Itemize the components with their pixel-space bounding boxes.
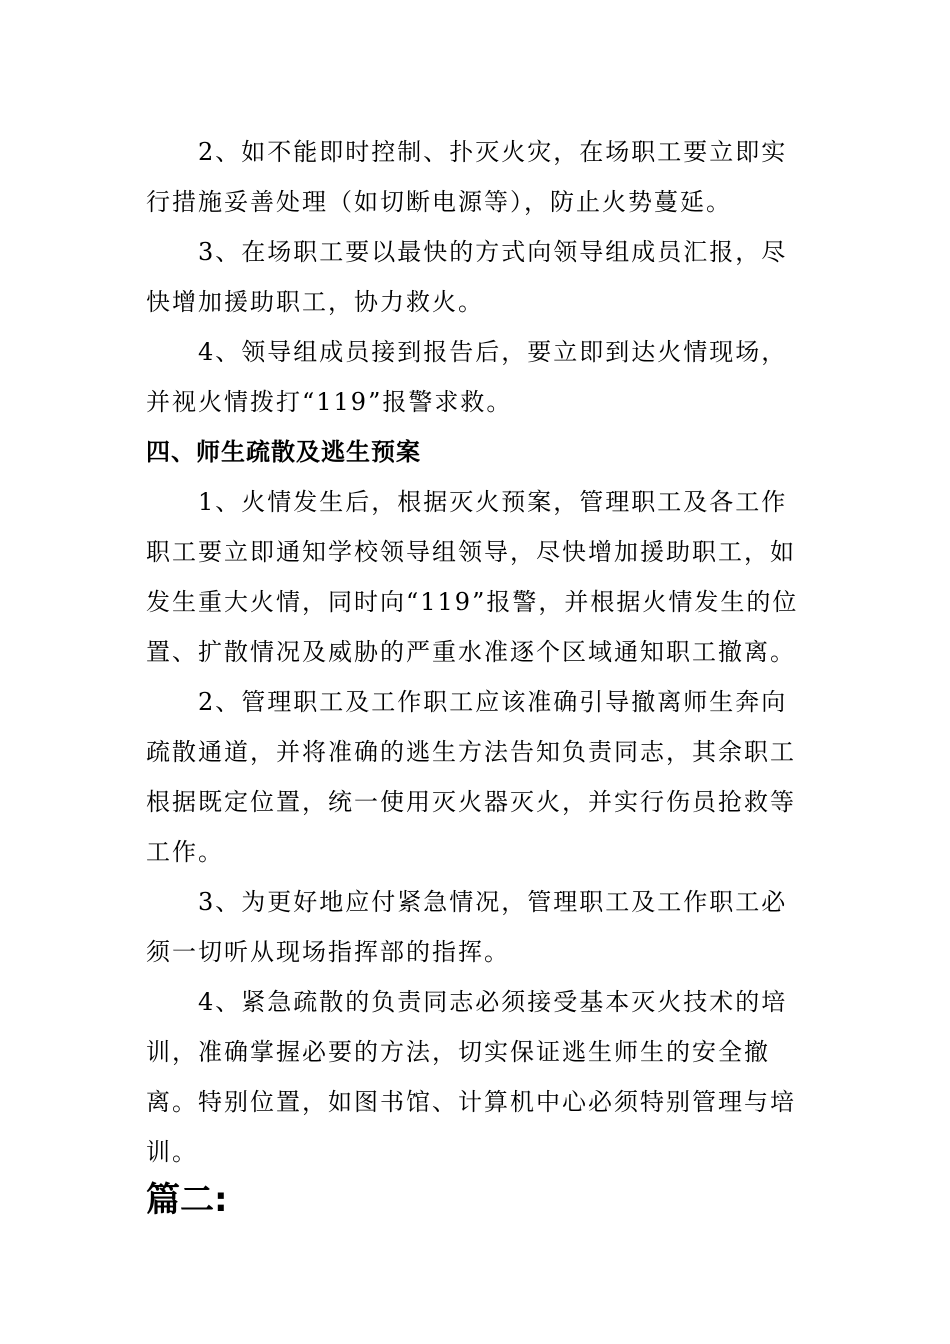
paragraph-report-leaders: 3、在场职工要以最快的方式向领导组成员汇报，尽快增加援助职工，协力救火。 <box>146 238 788 316</box>
paragraph-fire-control: 2、如不能即时控制、扑灭火灾，在场职工要立即实行措施妥善处理（如切断电源等），防止火势蔓延。 <box>146 138 788 216</box>
paragraph-evacuation-guide: 2、管理职工及工作职工应该准确引导撤离师生奔向疏散通道，并将准确的逃生方法告知负责同志，其余职工根据既定位置，统一使用灭火器灭火，并实行伤员抢救等工作。 <box>146 688 796 866</box>
paragraph-training: 4、紧急疏散的负责同志必须接受基本灭火技术的培训，准确掌握必要的方法，切实保证逃生师生的安全撤离。特别位置，如图书馆、计算机中心必须特别管理与培训。 <box>146 988 796 1166</box>
part-heading: 篇二: <box>146 1180 228 1220</box>
paragraph-obey-command: 3、为更好地应付紧急情况，管理职工及工作职工必须一切听从现场指挥部的指挥。 <box>146 888 788 966</box>
section-heading-evacuation: 四、师生疏散及逃生预案 <box>146 438 421 466</box>
paragraph-call-119: 4、领导组成员接到报告后，要立即到达火情现场，并视火情拨打“119”报警求救。 <box>146 338 788 416</box>
paragraph-evacuation-notify: 1、火情发生后，根据灭火预案，管理职工及各工作职工要立即通知学校领导组领导，尽快增加援助职工，如发生重大火情，同时向“119”报警，并根据火情发生的位置、扩散情况及威胁的严重水准逐个区域通知职工撤离。 <box>146 488 799 666</box>
document-body <box>146 127 806 1177</box>
